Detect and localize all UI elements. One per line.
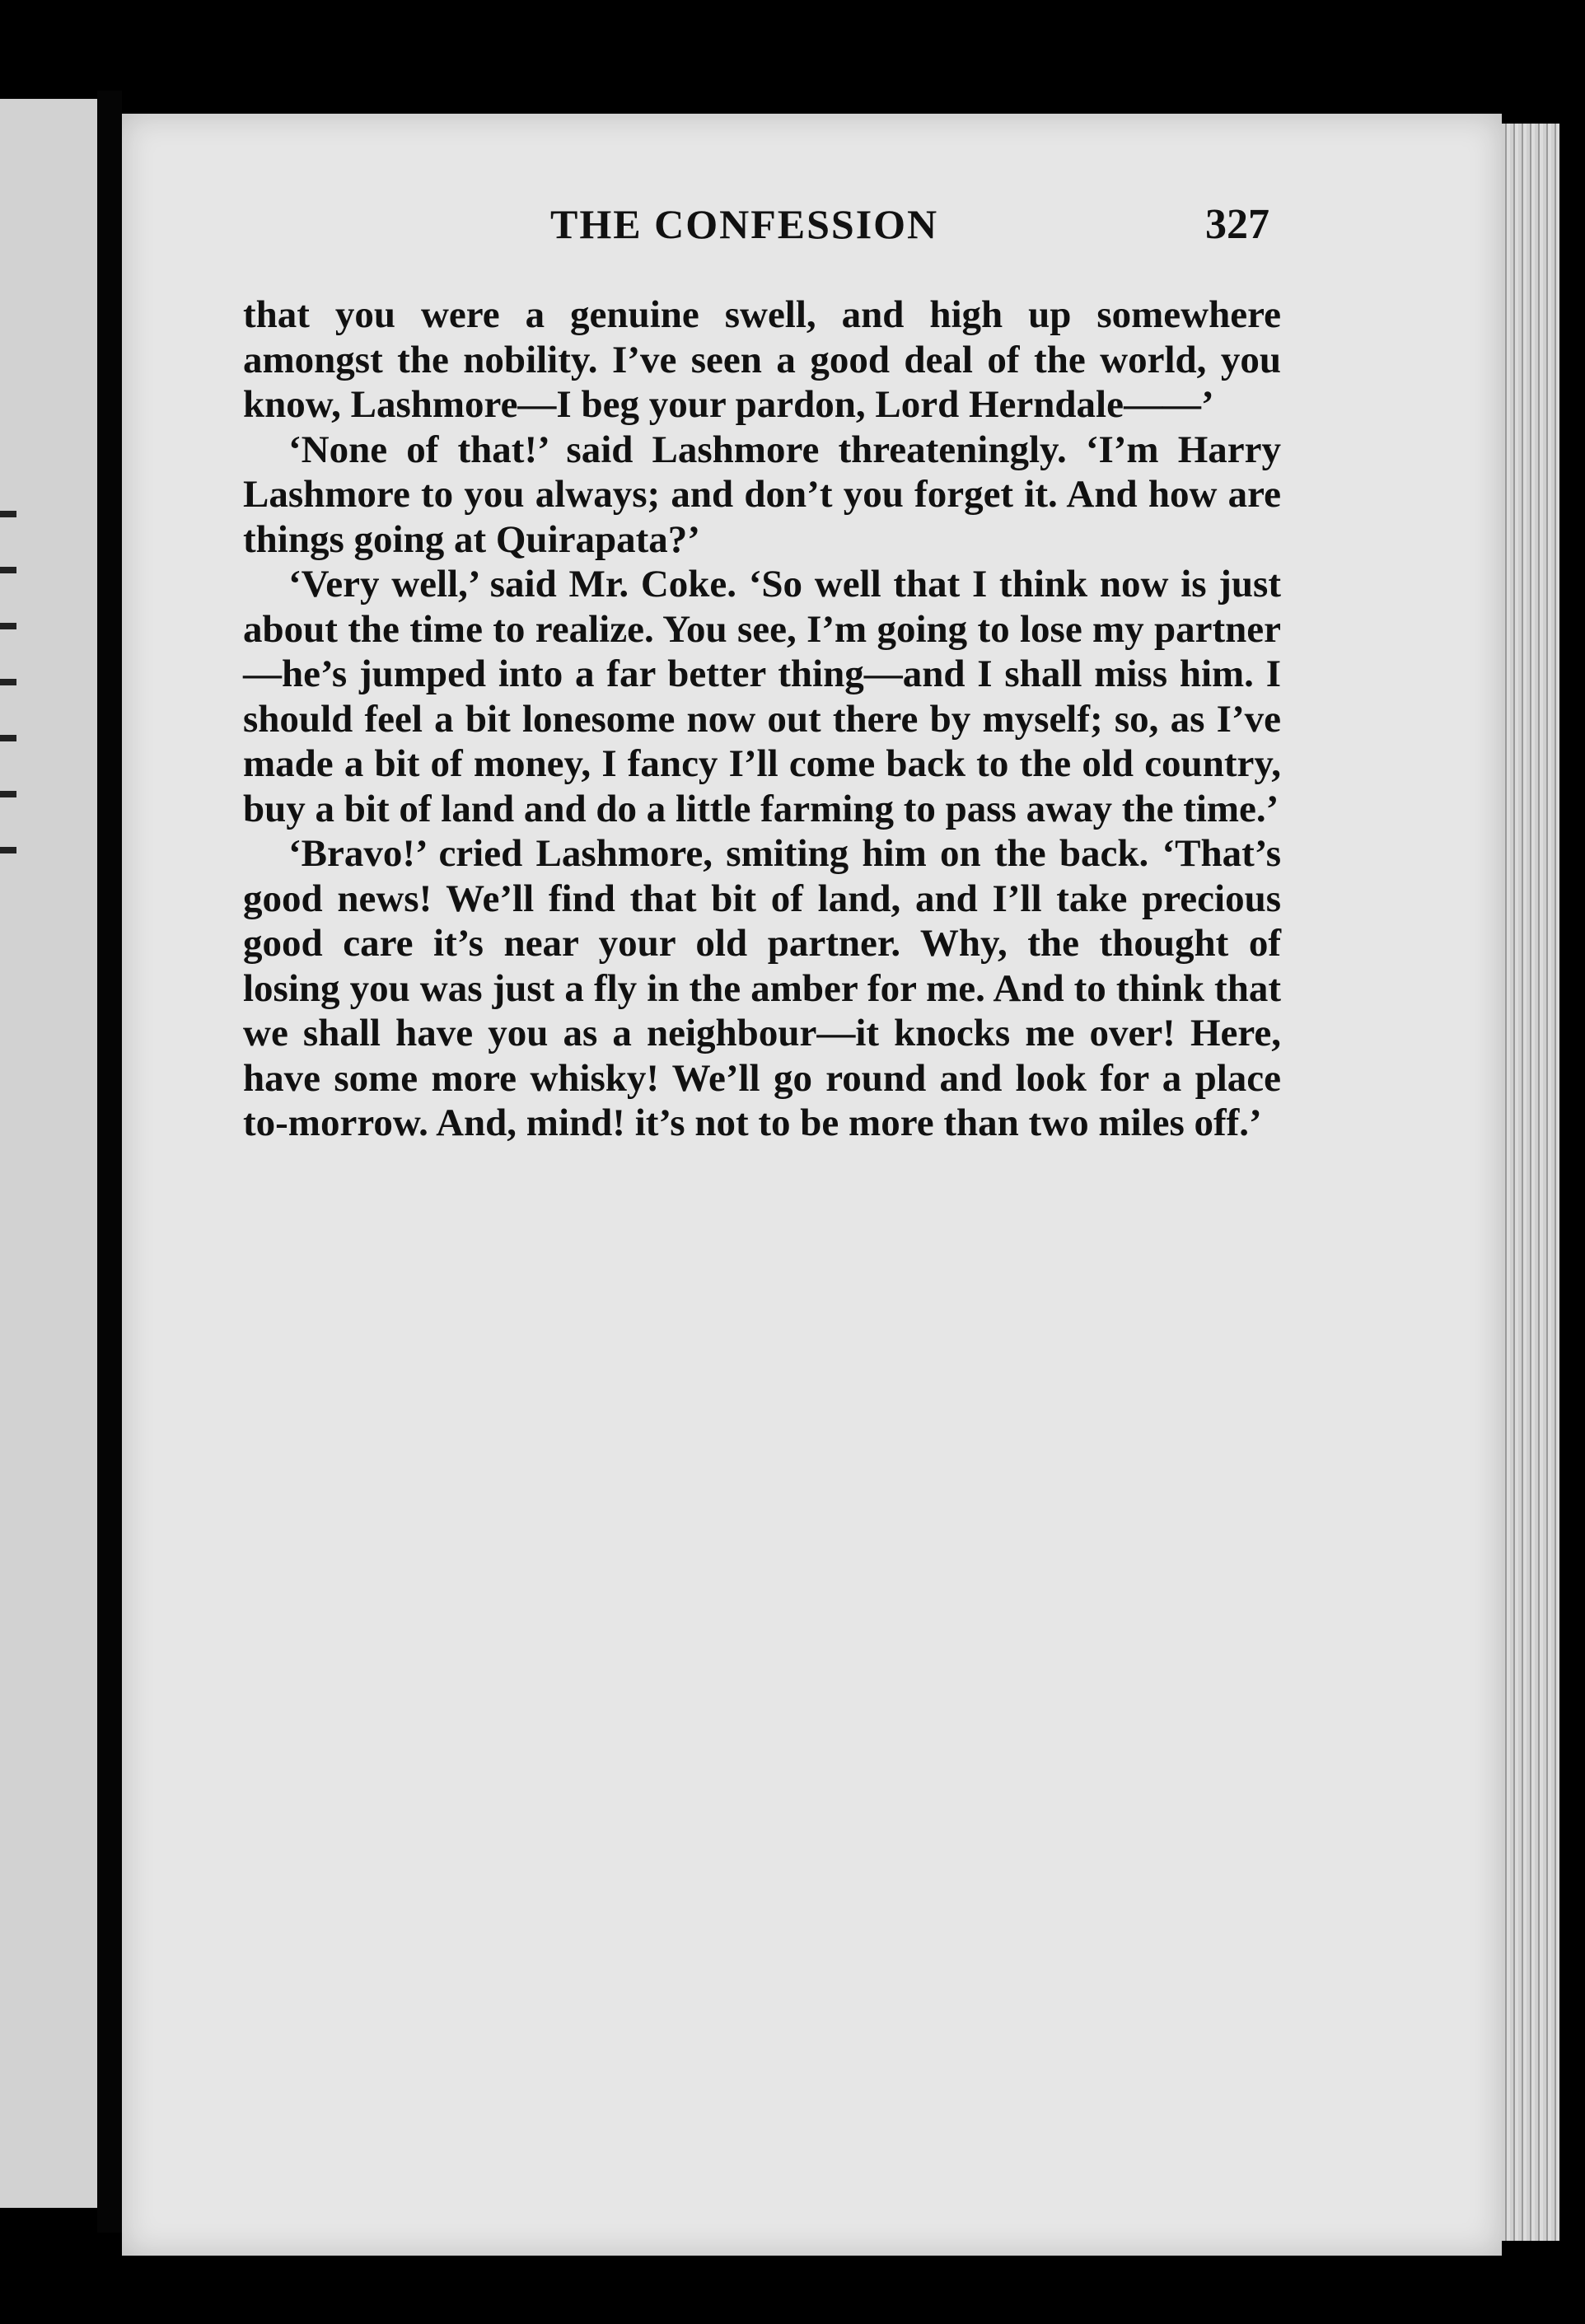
running-header	[122, 200, 1502, 258]
paragraph: that you were a genuine swell, and high up somewhere amongst the nobility. I’ve seen a good deal of the world, you know, Lashmore—I beg your pardon, Lord Herndale——’	[243, 293, 1281, 426]
paragraph: ‘Very well,’ said Mr. Coke. ‘So well that I think now is just about the time to realize. You see, I’m going to lose my partner—he’s jumped into a far better thing—and I shall miss him. I should feel a bit lonesome now out there by myself; so, as I’ve made a bit of money, I fancy I’ll come back to the old country, buy a bit of land and do a little farming to pass away the time.’	[243, 563, 1281, 830]
page-number: 327	[1205, 201, 1269, 248]
facing-page-marks	[0, 461, 16, 890]
body-text	[243, 292, 1281, 1146]
facing-page-edge	[0, 99, 97, 2208]
book-gutter	[97, 91, 122, 2233]
running-title: THE CONFESSION	[550, 201, 939, 247]
paragraph: ‘None of that!’ said Lashmore threateningly. ‘I’m Harry Lashmore to you always; and don’t you forget it. And how are things going at Quirapata?’	[243, 428, 1281, 561]
paragraph: ‘Bravo!’ cried Lashmore, smiting him on the back. ‘That’s good news! We’ll find that bit of land, and I’ll take precious good care it’s near your old partner. Why, the thought of losing you was just a fly in the amber for me. And to think that we shall have you as a neighbour—it knocks me over! Here, have some more whisky! We’ll go round and look for a place to-morrow. And, mind! it’s not to be more than two miles off.’	[243, 832, 1281, 1144]
page-edges	[1502, 124, 1559, 2241]
